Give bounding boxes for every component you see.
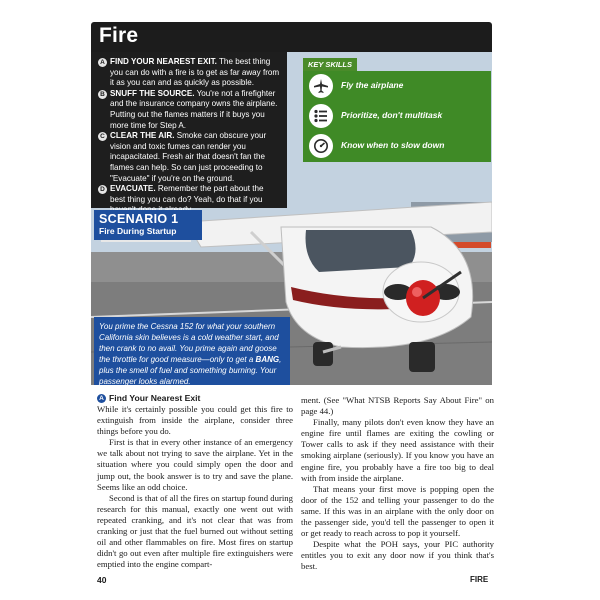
step-badge: B xyxy=(98,90,107,99)
body-column-right xyxy=(301,395,494,573)
section-badge: A xyxy=(97,394,106,403)
paragraph: Finally, many pilots don't even know they have an engine fire until flames are exiting the cowling or Tower calls to ask if they need assistance with their smoking airplane (seriously). If you know you have an engine fire, you probably have a fire too big to deal with from inside the airplane. xyxy=(301,417,494,483)
step-b xyxy=(98,89,281,131)
skill-label: Prioritize, don't multitask xyxy=(341,110,443,120)
step-title: CLEAR THE AIR. xyxy=(110,131,175,141)
section-heading xyxy=(97,393,293,404)
key-skills-tab: KEY SKILLS xyxy=(303,58,357,71)
paragraph: Despite what the POH says, your PIC authority entitles you to exit any door now if you think that's best. xyxy=(301,539,494,572)
scenario-subtitle: Fire During Startup xyxy=(99,226,177,236)
running-footer: FIRE xyxy=(470,575,489,584)
paragraph: Second is that of all the fires on startup found during research for this manual, exactly one went out with repeated cranking, and it's not clear that was from cranking or just that the fuel burned out without setting oil and other flammables on fire. Most fires on startup didn't go out even after multiple fire extinguishers were emptied into the engine compart- xyxy=(97,492,293,570)
section-heading-text: Find Your Nearest Exit xyxy=(109,393,201,403)
skill-item xyxy=(309,134,487,158)
paragraph: First is that in every other instance of an emergency we talk about not trying to save the airplane. Yet in the situation where you could simply open the door and jump out, the book answer is to try and save the plane. Seems like an odd choice. xyxy=(97,437,293,492)
step-text: You're not a firefighter and the insurance company owns the airplane. Putting out the flames matters if it buys you more time for Step A. xyxy=(110,88,278,130)
paragraph: While it's certainly possible you could get this fire to extinguish from inside the airplane, consider three things before you do. xyxy=(97,404,293,437)
caption-text: You prime the Cessna 152 for what your southern California skin believes is a cold weather start, and then crank to no avail. You prime again and goose the throttle for good measure—only to get a xyxy=(99,322,279,364)
page-number: 40 xyxy=(97,575,107,585)
speed-gauge-icon xyxy=(309,134,333,158)
caption-emphasis: BANG xyxy=(255,355,280,364)
step-c xyxy=(98,131,281,184)
chapter-header xyxy=(91,22,492,52)
step-text: Remember the part about the best thing you can do? Yeah, do that if you xyxy=(110,184,264,204)
step-text: Smoke can obscure your vision and toxic fumes can render you incapacitated. Fresh air that doesn't fan the flames can help. So can just proceeding to "Evacuate" if you're on the ground. xyxy=(110,131,267,183)
step-title: SNUFF THE SOURCE. xyxy=(110,88,195,98)
scenario-label xyxy=(94,210,202,240)
scenario-caption xyxy=(94,317,290,385)
caption-text: , plus the smell of fuel and something burning. Your passenger looks alarmed. xyxy=(99,355,282,386)
skill-item xyxy=(309,104,487,128)
key-skills-panel xyxy=(303,58,491,162)
step-badge: A xyxy=(98,58,107,67)
checklist-icon xyxy=(309,104,333,128)
key-skills-list xyxy=(303,71,491,162)
paragraph: ment. (See "What NTSB Reports Say About Fire" on page 44.) xyxy=(301,395,494,417)
skill-label: Know when to slow down xyxy=(341,140,445,150)
scenario-title: SCENARIO 1 xyxy=(99,212,179,226)
step-badge: C xyxy=(98,132,107,141)
airplane-icon xyxy=(309,74,333,98)
skill-item xyxy=(309,74,487,98)
skill-label: Fly the airplane xyxy=(341,80,404,90)
step-badge: D xyxy=(98,185,107,194)
step-text: The best thing you can do with a fire is to get as far away from it as you can and as quickly as possible. xyxy=(110,57,280,88)
paragraph: That means your first move is popping open the door of the 152 and telling your passenger to do the same. If this was in an airplane with the only door on the passenger side, you'd tell the passenger to open it or get ready to reach across to pop it yourself. xyxy=(301,483,494,539)
chapter-title: Fire xyxy=(99,24,139,47)
step-a xyxy=(98,57,281,89)
fire-steps-box xyxy=(91,52,287,208)
step-title: EVACUATE. xyxy=(110,184,156,194)
body-column-left xyxy=(97,393,293,570)
step-title: FIND YOUR NEAREST EXIT. xyxy=(110,57,217,66)
